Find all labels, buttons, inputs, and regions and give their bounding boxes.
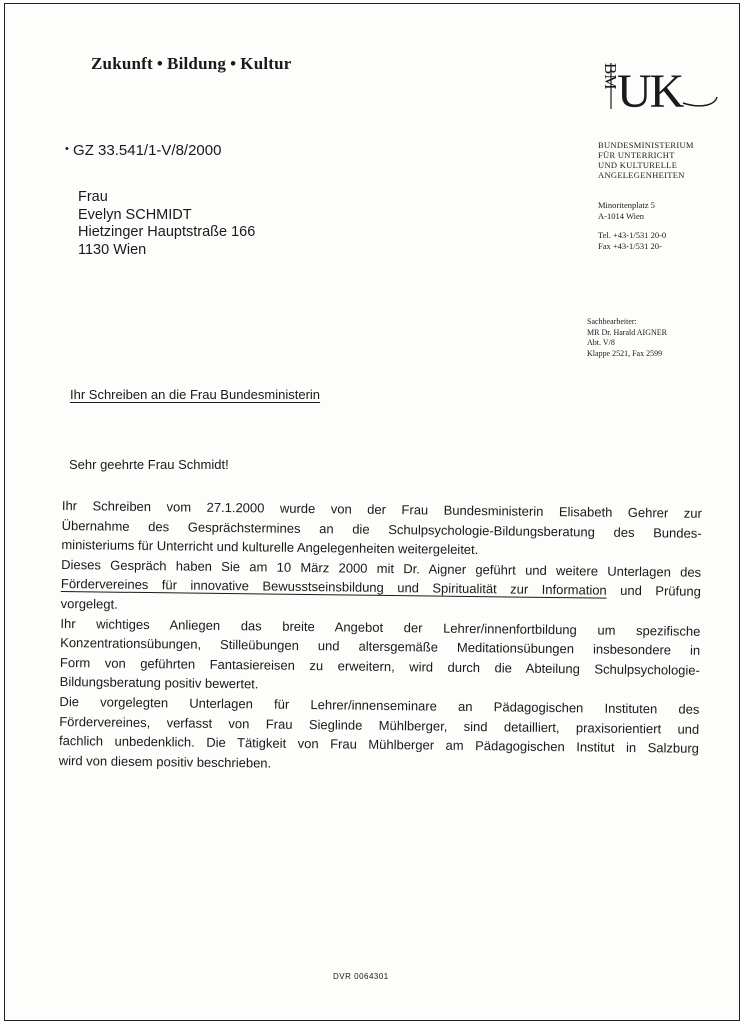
motto-separator-2: • — [230, 54, 237, 73]
ministry-name — [598, 140, 694, 180]
letter-body — [59, 496, 702, 778]
body-line: wird von diesem positiv beschrieben. — [58, 752, 272, 771]
footer-dvr: DVR 0064301 — [333, 972, 389, 981]
body-line: vorgelegt. — [60, 595, 118, 612]
ministry-street: Minoritenplatz 5 — [598, 200, 655, 210]
ministry-name-line-1: BUNDESMINISTERIUM — [598, 140, 694, 150]
contact-department: Abt. V/8 — [587, 338, 615, 347]
body-line: fachlich unbedenklich. Die Tätigkeit von Frau Mühlberger am Pädagogischen Institut in Salzburg — [58, 733, 700, 756]
letter-greeting: Sehr geehrte Frau Schmidt! — [69, 457, 229, 472]
body-paragraph-4 — [59, 692, 700, 778]
letter-page — [4, 3, 740, 1021]
contact-extension: Klappe 2521, Fax 2599 — [587, 348, 663, 358]
motto-word-3: Kultur — [240, 54, 292, 73]
motto-word-1: Zukunft — [91, 54, 153, 73]
motto-separator-1: • — [156, 54, 164, 73]
body-line: Fördervereines, verfasst von Frau Sieglinde Mühlberger, sind detailliert, praxisorientiert und — [59, 713, 700, 737]
logo-bm-text: BM — [601, 63, 620, 90]
underlined-association-name: Fördervereines für innovative Bewusstseinsbildung und Spiritualität zur Information — [60, 576, 607, 599]
reference-number — [65, 142, 221, 159]
ministry-phone: Tel. +43-1/531 20-0 — [598, 230, 667, 240]
recipient-name: Evelyn SCHMIDT — [78, 206, 192, 223]
logo-uk-text: UK — [617, 65, 683, 118]
body-line: Form von geführten Fantasiereisen zu erweitern, wird durch die Abteilung Schulpsychologie- — [59, 654, 701, 678]
recipient-salutation: Frau — [78, 189, 108, 205]
body-line: Übernahme des Gesprächstermines an die Schulpsychologie-Bildungsberatung des Bundes- — [61, 517, 702, 541]
recipient-address — [78, 189, 255, 259]
body-line: Ihr wichtiges Anliegen das breite Angebot der Lehrer/innenfortbildung um spezifische — [60, 615, 701, 639]
recipient-street: Hietzinger Hauptstraße 166 — [78, 224, 256, 240]
body-paragraph-2 — [61, 555, 702, 622]
body-paragraph-1 — [61, 496, 702, 563]
motto-word-2: Bildung — [167, 54, 227, 73]
ministry-logo — [591, 59, 721, 119]
ministry-address — [598, 200, 655, 222]
body-line: Bildungsberatung positiv bewertet. — [59, 674, 259, 692]
ministry-city: A-1014 Wien — [598, 211, 645, 221]
ministry-name-line-4: ANGELEGENHEITEN — [598, 170, 685, 180]
body-line: ministeriums für Unterricht und kulturelle Angelegenheiten weitergeleitet. — [61, 537, 479, 558]
body-paragraph-3 — [60, 614, 701, 700]
ministry-name-line-3: UND KULTURELLE — [598, 160, 678, 170]
reference-text: GZ 33.541/1-V/8/2000 — [73, 142, 222, 159]
contact-block — [587, 317, 667, 359]
recipient-city: 1130 Wien — [78, 241, 147, 258]
body-fragment: und Prüfung — [620, 583, 701, 600]
body-line: Die vorgelegten Unterlagen für Lehrer/innenseminare an Pädagogischen Instituten des — [59, 693, 700, 717]
contact-name: MR Dr. Harald AIGNER — [587, 327, 667, 337]
contact-label: Sachbearbeiter: — [587, 317, 637, 326]
ministry-name-line-2: FÜR UNTERRICHT — [598, 150, 675, 160]
ministry-phone-block — [598, 230, 666, 252]
body-line: Ihr Schreiben vom 27.1.2000 wurde von der Frau Bundesministerin Elisabeth Gehrer zur — [61, 497, 702, 521]
body-line: Konzentrationsübungen, Stilleübungen und altersgemäße Meditationsübungen insbesondere in — [60, 635, 701, 658]
body-line: Dieses Gespräch haben Sie am 10 März 2000 mit Dr. Aigner geführt und weitere Unterlagen des — [61, 556, 702, 580]
letter-subject: Ihr Schreiben an die Frau Bundesministerin — [70, 387, 321, 402]
ministry-fax: Fax +43-1/531 20- — [598, 241, 662, 251]
header-motto — [91, 54, 292, 74]
bullet-mark: • — [65, 143, 69, 155]
